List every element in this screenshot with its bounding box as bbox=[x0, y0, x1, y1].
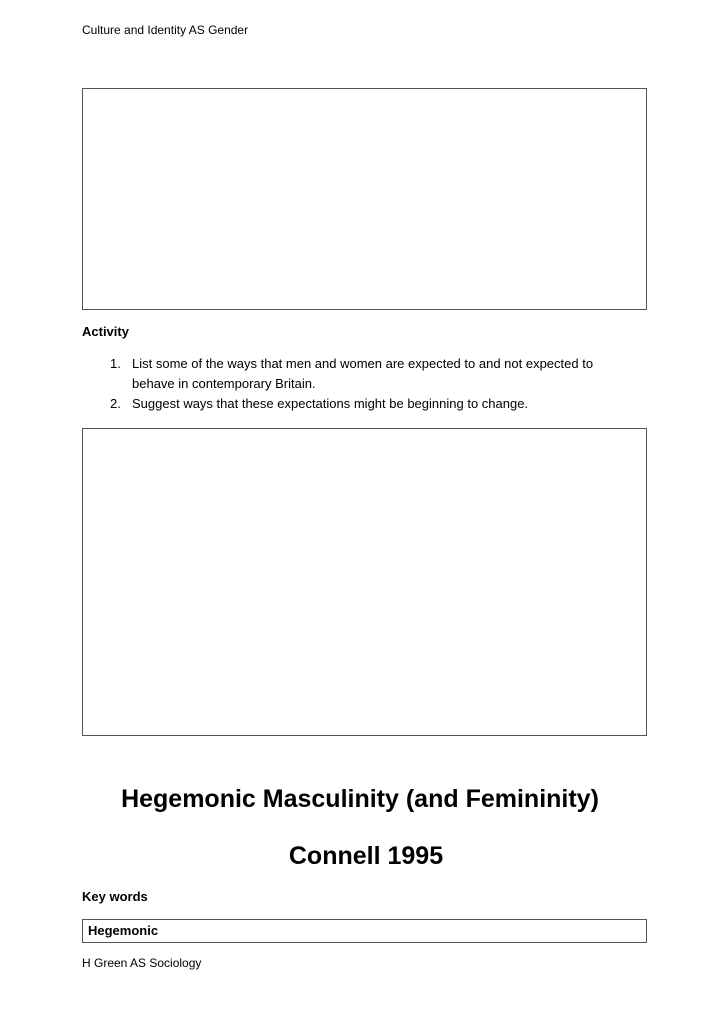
list-item-text: List some of the ways that men and women are expected to and not expected to behave in contemporary Britain. bbox=[132, 356, 594, 391]
list-item bbox=[98, 354, 638, 394]
keywords-heading: Key words bbox=[82, 889, 148, 904]
section-title bbox=[0, 781, 728, 817]
list-item-number: 2. bbox=[110, 396, 121, 411]
activity-list bbox=[98, 354, 638, 414]
image-placeholder-box-top bbox=[82, 88, 647, 310]
list-item-number: 1. bbox=[110, 356, 121, 371]
section-title-text: Hegemonic Masculinity (and Femininity) bbox=[121, 785, 599, 813]
page-footer: H Green AS Sociology bbox=[82, 956, 202, 970]
page-header: Culture and Identity AS Gender bbox=[82, 23, 249, 37]
list-item bbox=[98, 394, 638, 414]
keyword-term-hegemonic: Hegemonic bbox=[82, 919, 647, 943]
list-item-text: Suggest ways that these expectations might be beginning to change. bbox=[132, 396, 529, 411]
section-subtitle bbox=[0, 838, 728, 874]
answer-box bbox=[82, 428, 647, 736]
activity-heading: Activity bbox=[82, 324, 129, 339]
section-subtitle-text: Connell 1995 bbox=[288, 842, 444, 870]
